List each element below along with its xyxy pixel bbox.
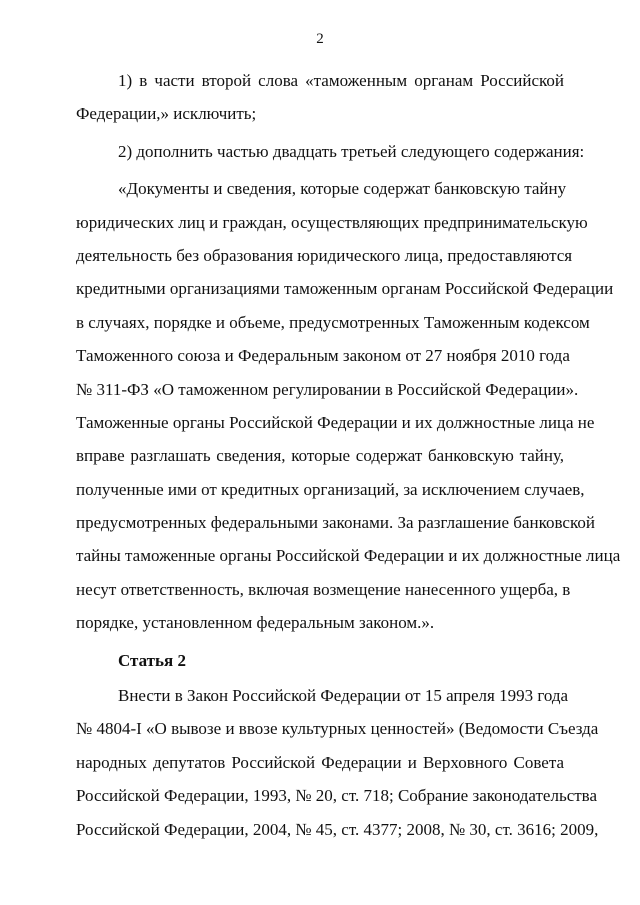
- text-line: тайны таможенные органы Российской Федерации и их должностные лица: [76, 546, 621, 566]
- text-line: Внести в Закон Российской Федерации от 15 апреля 1993 года: [118, 686, 569, 706]
- text-line: порядке, установленном федеральным законом.».: [76, 613, 435, 633]
- document-body: [76, 64, 621, 846]
- text-line: № 311-ФЗ «О таможенном регулировании в Российской Федерации».: [76, 379, 579, 399]
- text-line: предусмотренных федеральными законами. За разглашение банковской: [76, 513, 595, 533]
- page-number: 2: [316, 31, 324, 47]
- text-line: несут ответственность, включая возмещение нанесенного ущерба, в: [76, 579, 571, 599]
- text-line: 2) дополнить частью двадцать третьей следующего содержания:: [118, 141, 585, 161]
- paragraph-quoted-text: [76, 172, 621, 639]
- text-line: Таможенного союза и Федеральным законом от 27 ноября 2010 года: [76, 346, 570, 366]
- paragraph-item-1-amendment: [76, 64, 564, 131]
- text-line: вправе разглашать сведения, которые содержат банковскую тайну,: [76, 446, 564, 466]
- text-line: деятельность без образования юридического лица, предоставляются: [76, 245, 573, 265]
- text-line: юридических лиц и граждан, осуществляющих предпринимательскую: [76, 212, 588, 232]
- text-line: «Документы и сведения, которые содержат банковскую тайну: [118, 179, 567, 199]
- text-line: Федерации,» исключить;: [76, 104, 257, 124]
- text-line: в случаях, порядке и объеме, предусмотренных Таможенным кодексом: [76, 312, 590, 332]
- text-line: Таможенные органы Российской Федерации и их должностные лица не: [76, 412, 595, 432]
- paragraph-article-2: [76, 679, 599, 846]
- text-line: № 4804-I «О вывозе и ввозе культурных ценностей» (Ведомости Съезда: [76, 719, 599, 739]
- text-line: Российской Федерации, 1993, № 20, ст. 718; Собрание законодательства: [76, 786, 598, 806]
- text-line: полученные ими от кредитных организаций, за исключением случаев,: [76, 479, 585, 499]
- paragraph-item-2-amendment: [76, 135, 585, 168]
- text-line: кредитными организациями таможенным органам Российской Федерации: [76, 279, 614, 299]
- article-heading: Статья 2: [118, 650, 186, 670]
- text-line: Российской Федерации, 2004, № 45, ст. 4377; 2008, № 30, ст. 3616; 2009,: [76, 819, 599, 839]
- text-line: народных депутатов Российской Федерации и Верховного Совета: [76, 752, 564, 772]
- text-line: 1) в части второй слова «таможенным органам Российской: [118, 71, 564, 90]
